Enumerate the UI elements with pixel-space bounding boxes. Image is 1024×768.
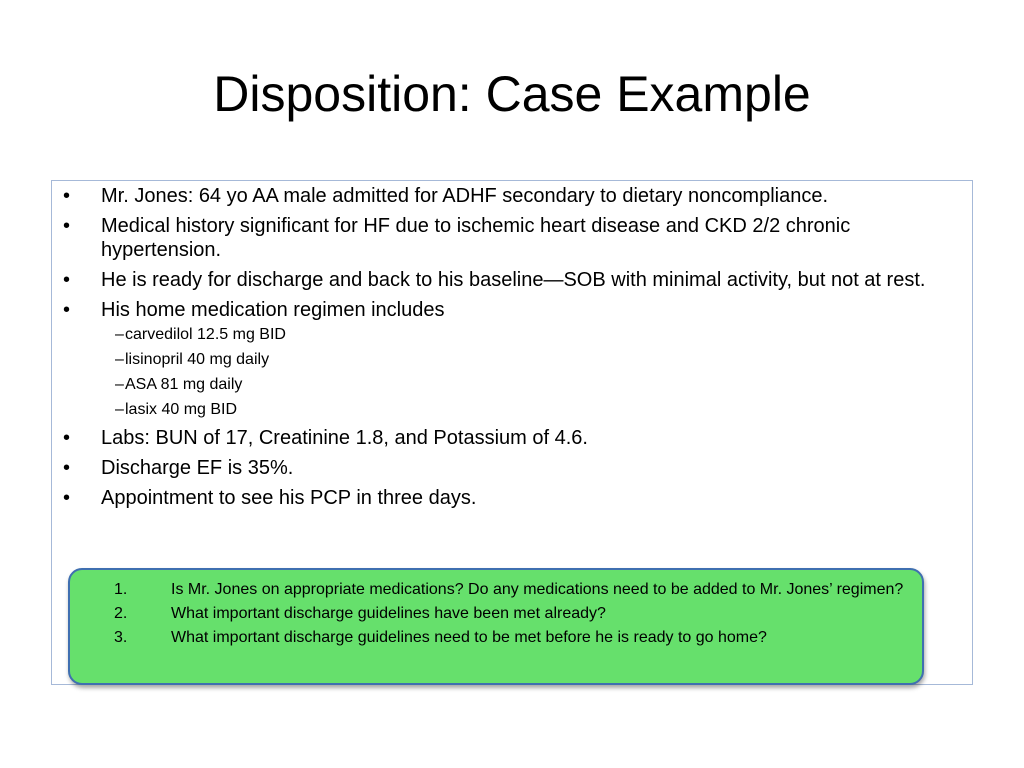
bullet-icon: • [63,487,71,509]
question-item [70,604,910,623]
bullet-item [52,298,967,420]
dash-icon: – [115,376,124,393]
question-text: What important discharge guidelines need to be met before he is ready to go home? [171,629,767,646]
bullet-text: His home medication regimen includes [101,299,445,321]
bullet-text: Medical history significant for HF due to ischemic heart disease and CKD 2/2 chronic hypertension. [101,215,851,261]
bullet-item [52,214,967,262]
question-list [70,580,910,652]
bullet-text: He is ready for discharge and back to his baseline—SOB with minimal activity, but not at rest. [101,269,926,291]
medication-list [101,325,967,420]
medication-text: lasix 40 mg BID [125,401,238,418]
bullet-item [52,184,967,208]
question-number: 1. [114,581,128,598]
medication-item [52,325,967,345]
bullet-item [52,426,967,450]
bullet-item [52,486,967,510]
dash-icon: – [115,351,124,368]
medication-item [52,350,967,370]
bullet-icon: • [63,427,71,449]
bullet-text: Discharge EF is 35%. [101,457,294,479]
question-number: 2. [114,605,128,622]
bullet-text: Mr. Jones: 64 yo AA male admitted for ADHF secondary to dietary noncompliance. [101,185,829,207]
bullet-icon: • [63,185,71,207]
question-text: What important discharge guidelines have been met already? [171,605,606,622]
medication-item [52,400,967,420]
question-text: Is Mr. Jones on appropriate medications? Do any medications need to be added to Mr. Jones’ regimen? [171,581,904,598]
bullet-icon: • [63,457,71,479]
medication-item [52,375,967,395]
bullet-icon: • [63,269,71,291]
questions-callout [68,568,924,685]
medication-text: carvedilol 12.5 mg BID [125,326,286,343]
question-item [70,628,910,647]
medication-text: lisinopril 40 mg daily [125,351,270,368]
question-item [70,580,910,599]
bullet-icon: • [63,299,71,321]
dash-icon: – [115,401,124,418]
dash-icon: – [115,326,124,343]
bullet-text: Labs: BUN of 17, Creatinine 1.8, and Potassium of 4.6. [101,427,588,449]
medication-text: ASA 81 mg daily [125,376,243,393]
bullet-list [52,184,967,516]
bullet-text: Appointment to see his PCP in three days. [101,487,477,509]
bullet-icon: • [63,215,71,237]
question-number: 3. [114,629,128,646]
slide-title: Disposition: Case Example [213,66,811,122]
bullet-item [52,268,967,292]
bullet-item [52,456,967,480]
